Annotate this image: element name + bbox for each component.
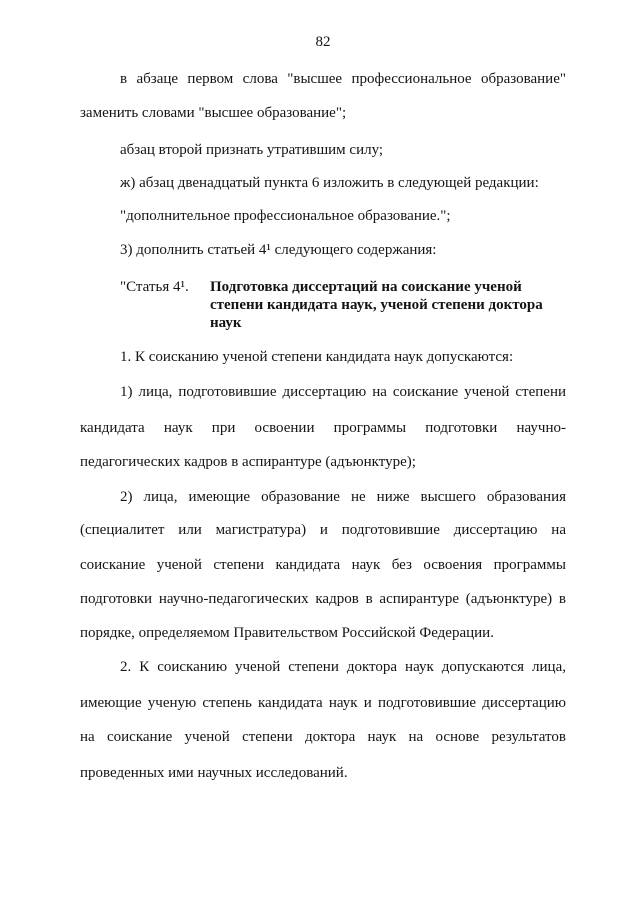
text-line: "дополнительное профессиональное образование."; (120, 208, 451, 224)
text-line: проведенных ими научных исследований. (80, 765, 348, 781)
text-line: 2. К соисканию ученой степени доктора наук допускаются лица, (120, 659, 566, 675)
text-line: абзац второй признать утратившим силу; (120, 142, 384, 158)
article-title-line: степени кандидата наук, ученой степени доктора (210, 297, 543, 313)
text-line: 2) лица, имеющие образование не ниже высшего образования (120, 489, 566, 505)
text-line: имеющие ученую степень кандидата наук и подготовившие диссертацию (80, 695, 566, 711)
text-line: кандидата наук при освоении программы подготовки научно- (80, 420, 566, 436)
article-label: "Статья 4¹. (120, 279, 189, 295)
article-title-line: наук (210, 315, 242, 331)
text-line: педагогических кадров в аспирантуре (адъюнктуре); (80, 454, 416, 470)
text-line: подготовки научно-педагогических кадров в аспирантуре (адъюнктуре) в (80, 591, 566, 607)
text-line: соискание ученой степени кандидата наук без освоения программы (80, 557, 566, 573)
text-line: (специалитет или магистратура) и подготовившие диссертацию на (80, 522, 566, 538)
text-line: на соискание ученой степени доктора наук на основе результатов (80, 729, 566, 745)
text-line: 1) лица, подготовившие диссертацию на соискание ученой степени (120, 384, 566, 400)
text-line: в абзаце первом слова "высшее профессиональное образование" (120, 71, 566, 87)
text-line: заменить словами "высшее образование"; (80, 105, 347, 121)
text-line: порядке, определяемом Правительством Российской Федерации. (80, 625, 494, 641)
text-line: ж) абзац двенадцатый пункта 6 изложить в следующей редакции: (120, 175, 539, 191)
text-line: 3) дополнить статьей 4¹ следующего содержания: (120, 242, 437, 258)
article-title-line: Подготовка диссертаций на соискание ученой (210, 279, 522, 295)
text-line: 1. К соисканию ученой степени кандидата наук допускаются: (120, 349, 514, 365)
page-number: 82 (315, 34, 331, 50)
